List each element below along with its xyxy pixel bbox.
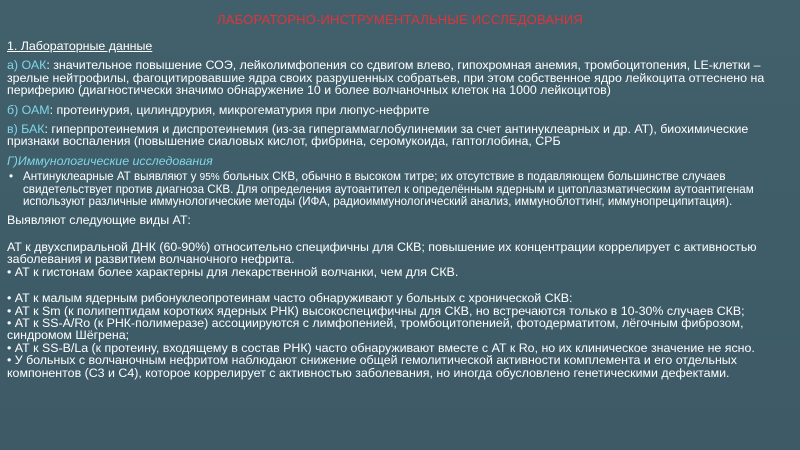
at-rnp-paragraph bbox=[7, 292, 793, 379]
section-heading-lab bbox=[7, 40, 793, 52]
section-heading-text: 1. Лабораторные данные bbox=[7, 39, 153, 53]
complement-text: • У больных с волчаночным нефритом наблюдают снижение общей гемолитической активности комплемента и его отдельных компонентов (С3 и С4), которое коррелирует с активностью заболевания, но иногда обусловлено генетическими дефектами. bbox=[7, 353, 737, 380]
at-dna-paragraph bbox=[7, 241, 793, 278]
oak-paragraph bbox=[7, 59, 793, 96]
oam-label: б) ОАМ bbox=[7, 102, 50, 117]
immuno-heading-text: Г)Иммунологические исследования bbox=[7, 153, 213, 168]
bullet1-text-a: Антинуклеарные АТ выявляют у bbox=[23, 170, 200, 184]
list-item bbox=[7, 171, 793, 207]
bullet-dot: • bbox=[9, 170, 14, 184]
at-histone-text: • АТ к гистонам более характерны для лекарственной волчанки, чем для СКВ. bbox=[7, 264, 459, 279]
bullet1-text-b: больных СКВ, обычно в высоком титре; их отсутствие в подавляющем большинстве случаев свидетельствует против диагноза СКВ. Для определения аутоантител к определённым ядерным и цитоплазматическим аутоантигенам используют различные иммунологические методы (ИФА, радиоиммунологический анализ, иммуноблоттинг, иммунопреципитация). bbox=[23, 170, 754, 208]
oam-text: : протеинурия, цилиндрурия, микрогематурия при люпус-нефрите bbox=[49, 102, 430, 117]
at-sm-text: • АТ к Sm (к полипептидам коротких ядерных РНК) высокоспецифичны для СКВ, но встречаются только в 10-30% случаев СКВ; bbox=[7, 303, 745, 318]
bak-label: в) БАК bbox=[7, 122, 45, 137]
slide-body bbox=[7, 40, 793, 386]
at-la-text: • АТ к SS-B/La (к протеину, входящему в состав РНК) часто обнаруживают вместе с АТ к Ro, но их клиническое значение не ясно. bbox=[7, 340, 755, 355]
oak-label: а) ОАК bbox=[7, 58, 47, 73]
bullet1-percent: 95% bbox=[199, 172, 220, 184]
bak-paragraph bbox=[7, 123, 793, 148]
oak-text: : значительное повышение СОЭ, лейколимфопения со сдвигом влево, гипохромная анемия, тромбоцитопения, LE-клетки – зрелые нейтрофилы, фагоцитировавшие ядра своих разрушенных собратьев, при этом собственное ядро лейкоцита оттеснено на периферию (диагностически значимо обнаружение 10 и более волчаночных клеток на 1000 лейкоцитов) bbox=[7, 58, 765, 98]
oam-paragraph bbox=[7, 104, 793, 116]
types-heading: Выявляют следующие виды АТ: bbox=[7, 212, 191, 227]
immuno-heading bbox=[7, 155, 793, 167]
at-ro-text: • АТ к SS-A/Ro (к РНК-полимеразе) ассоциируются с лимфопенией, тромбоцитопенией, фотодерматитом, лёгочным фиброзом, синдромом Шёгрена; bbox=[7, 316, 744, 343]
immuno-bullet-list bbox=[7, 171, 793, 207]
at-dna-text: АТ к двухспиральной ДНК (60-90%) относительно специфичны для СКВ; повышение их концентрации коррелирует с активностью заболевания и развитием волчаночного нефрита. bbox=[7, 240, 757, 267]
at-rnp-text: • АТ к малым ядерным рибонуклеопротеинам часто обнаруживают у больных с хронической СКВ: bbox=[7, 291, 573, 306]
slide-title: ЛАБОРАТОРНО-ИНСТРУМЕНТАЛЬНЫЕ ИССЛЕДОВАНИЯ bbox=[216, 12, 584, 27]
bak-text: : гиперпротеинемия и диспротеинемия (из-за гипергаммаглобулинемии за счет антинуклеарных и др. АТ), биохимические признаки воспаления (повышение сиаловых кислот, фибрина, серомукоида, гаптоглобина, СРБ bbox=[7, 122, 749, 149]
